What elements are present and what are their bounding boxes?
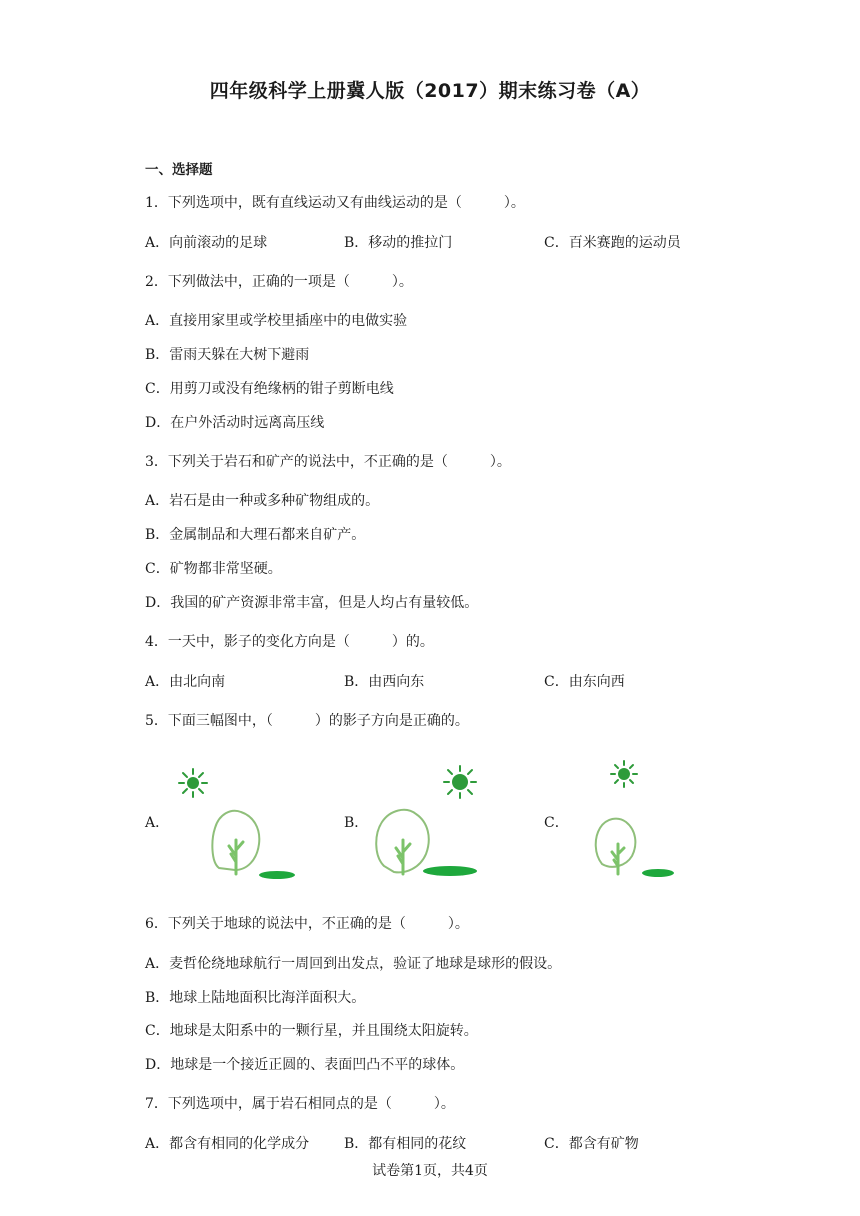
question-2-option-b[interactable]: B．雷雨天躲在大树下避雨 xyxy=(145,347,310,363)
question-3-option-d[interactable]: D．我国的矿产资源非常丰富，但是人均占有量较低。 xyxy=(145,595,479,611)
sun-icon xyxy=(179,769,207,797)
sun-icon xyxy=(444,766,476,798)
question-2-option-c[interactable]: C．用剪刀或没有绝缘柄的钳子剪断电线 xyxy=(145,381,394,397)
question-1-stem: 1．下列选项中，既有直线运动又有曲线运动的是（ ）。 xyxy=(145,195,525,211)
question-6-option-c[interactable]: C．地球是太阳系中的一颗行星，并且围绕太阳旋转。 xyxy=(145,1023,478,1039)
question-1-option-b[interactable]: B．移动的推拉门 xyxy=(344,235,453,251)
question-6-option-b[interactable]: B．地球上陆地面积比海洋面积大。 xyxy=(145,990,366,1006)
figure-b-tree-shadow xyxy=(370,758,520,888)
section-heading: 一、选择题 xyxy=(145,162,213,178)
question-2-stem: 2．下列做法中，正确的一项是（ ）。 xyxy=(145,274,413,290)
question-2-option-a[interactable]: A．直接用家里或学校里插座中的电做实验 xyxy=(145,313,408,329)
question-7-option-b[interactable]: B．都有相同的花纹 xyxy=(344,1136,467,1152)
question-1-option-a[interactable]: A．向前滚动的足球 xyxy=(145,235,268,251)
question-3-option-a[interactable]: A．岩石是由一种或多种矿物组成的。 xyxy=(145,493,380,509)
question-1-option-c[interactable]: C．百米赛跑的运动员 xyxy=(544,235,681,251)
question-2-option-d[interactable]: D．在户外活动时远离高压线 xyxy=(145,415,325,431)
question-4-stem: 4．一天中，影子的变化方向是（ ）的。 xyxy=(145,634,434,650)
question-6-option-a[interactable]: A．麦哲伦绕地球航行一周回到出发点，验证了地球是球形的假设。 xyxy=(145,956,562,972)
question-7-option-a[interactable]: A．都含有相同的化学成分 xyxy=(145,1136,310,1152)
question-5-stem: 5．下面三幅图中，（ ）的影子方向是正确的。 xyxy=(145,713,469,729)
page-footer: 试卷第1页，共4页 xyxy=(372,1163,488,1179)
question-3-option-b[interactable]: B．金属制品和大理石都来自矿产。 xyxy=(145,527,366,543)
shadow-icon xyxy=(259,871,295,879)
question-3-stem: 3．下列关于岩石和矿产的说法中，不正确的是（ ）。 xyxy=(145,454,511,470)
question-4-option-c[interactable]: C．由东向西 xyxy=(544,674,625,690)
question-6-stem: 6．下列关于地球的说法中，不正确的是（ ）。 xyxy=(145,916,469,932)
tree-icon xyxy=(212,811,259,874)
shadow-icon xyxy=(642,869,674,877)
tree-icon xyxy=(596,819,636,874)
shadow-icon xyxy=(423,866,477,876)
tree-icon xyxy=(376,810,429,874)
question-7-option-c[interactable]: C．都含有矿物 xyxy=(544,1136,639,1152)
question-7-stem: 7．下列选项中，属于岩石相同点的是（ ）。 xyxy=(145,1096,455,1112)
question-5-option-b[interactable]: B． xyxy=(344,815,369,831)
page-title: 四年级科学上册冀人版（2017）期末练习卷（A） xyxy=(209,80,651,102)
question-5-option-a[interactable]: A． xyxy=(145,815,170,831)
figure-a-tree-shadow xyxy=(175,758,315,888)
question-3-option-c[interactable]: C．矿物都非常坚硬。 xyxy=(145,561,282,577)
sun-icon xyxy=(611,761,637,787)
question-6-option-d[interactable]: D．地球是一个接近正圆的、表面凹凸不平的球体。 xyxy=(145,1057,465,1073)
question-5-option-c[interactable]: C． xyxy=(544,815,569,831)
figure-c-tree-shadow xyxy=(588,752,688,884)
question-4-option-b[interactable]: B．由西向东 xyxy=(344,674,425,690)
question-4-option-a[interactable]: A．由北向南 xyxy=(145,674,226,690)
